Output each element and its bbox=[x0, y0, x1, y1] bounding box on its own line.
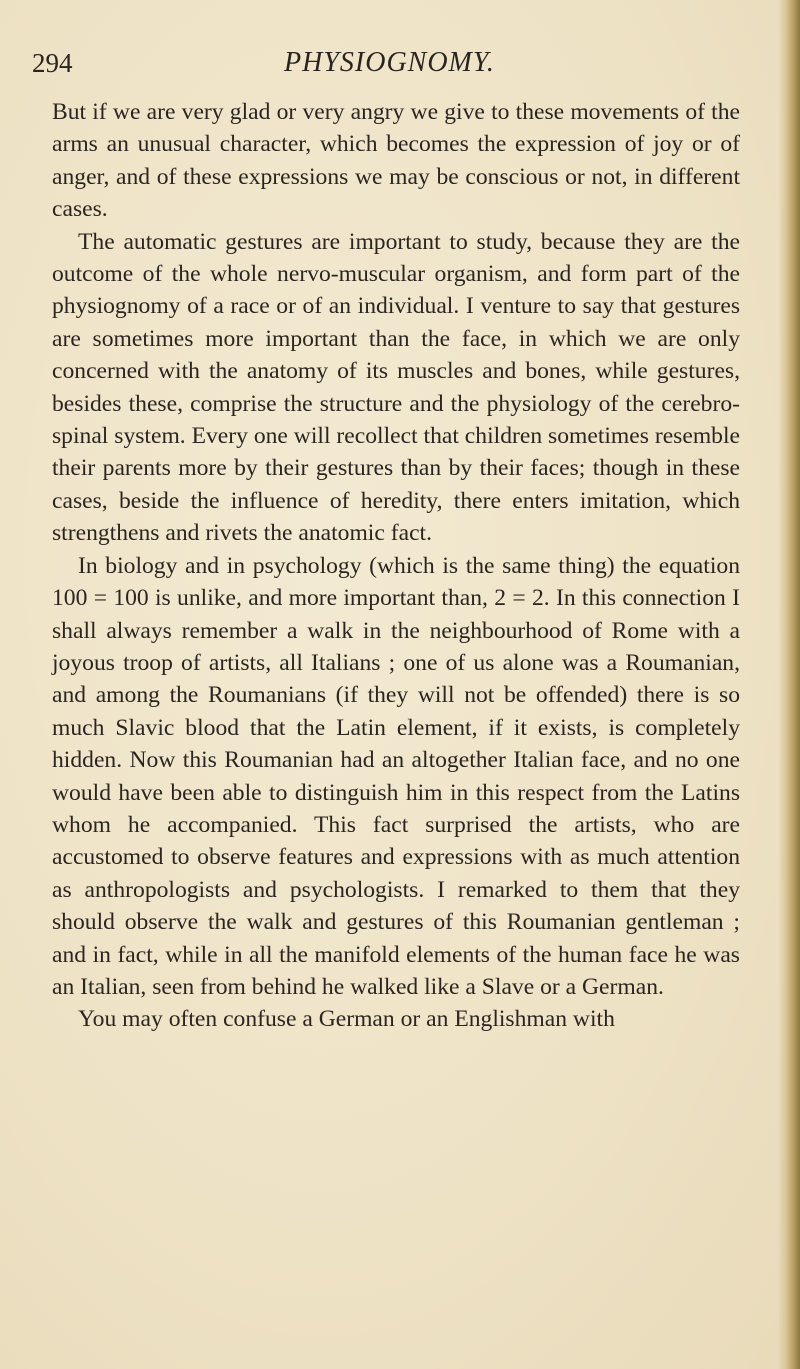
paragraph: But if we are very glad or very angry we give to these movements of the arms an unusual character, which becomes the expression of joy or of anger, and of these expressions we may be conscious or not, in different cases. bbox=[52, 99, 740, 223]
paragraph: In biology and in psychology (which is the same thing) the equation 100 = 100 is unlike, and more important than, 2 = 2. In this connection I shall always remember a walk in the neighbourhood of Rome with a joyous troop of artists, all Italians ; one of us alone was a Roumanian, and among the Roumanians (if they will not be offended) there is so much Slavic blood that the Latin element, if it exists, is completely hidden. Now this Roumanian had an altogether Italian face, and no one would have been able to distinguish him in this respect from the Latins whom he accompanied. This fact surprised the artists, who are accustomed to observe features and expressions with as much attention as anthropologists and psychologists. I remarked to them that they should observe the walk and gestures of this Roumanian gentleman ; and in fact, while in all the manifold elements of the human face he was an Italian, seen from behind he walked like a Slave or a German. bbox=[52, 552, 740, 1000]
body-text bbox=[52, 96, 740, 1036]
page-edge bbox=[778, 0, 800, 1369]
paragraph: The automatic gestures are important to study, because they are the outcome of the whole nervo-muscular organism, and form part of the physiognomy of a race or of an individual. I venture to say that gestures are sometimes more important than the face, in which we are only concerned with the anatomy of its muscles and bones, while gestures, besides these, comprise the structure and the physiology of the cerebro-spinal system. Every one will recollect that children sometimes resemble their parents more by their gestures than by their faces; though in these cases, beside the influence of heredity, there enters imitation, which strengthens and rivets the anatomic fact. bbox=[52, 228, 740, 547]
page-header bbox=[32, 48, 742, 92]
running-head: PHYSIOGNOMY. bbox=[284, 47, 495, 78]
paragraph: You may often confuse a German or an Englishman with bbox=[78, 1006, 615, 1033]
page-number: 294 bbox=[32, 48, 73, 78]
